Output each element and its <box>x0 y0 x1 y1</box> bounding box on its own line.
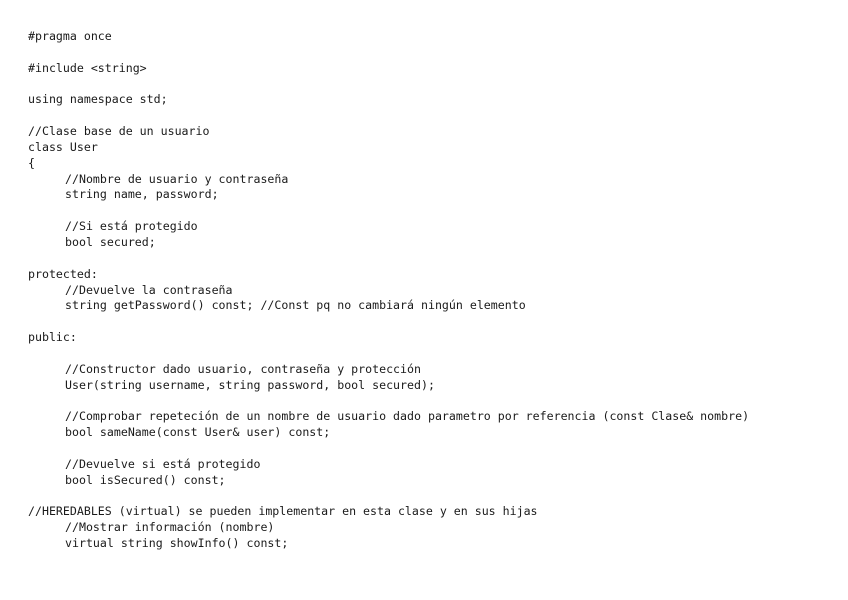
blank-line <box>28 441 838 457</box>
blank-line <box>28 108 838 124</box>
code-line: User(string username, string password, bool secured); <box>65 377 435 392</box>
code-line: class User <box>28 139 98 154</box>
code-line: #pragma once <box>28 29 112 43</box>
code-line: bool secured; <box>65 234 156 249</box>
blank-line <box>28 314 838 330</box>
code-line: virtual string showInfo() const; <box>65 536 289 550</box>
code-line: //Clase base de un usuario <box>28 124 210 139</box>
code-line: //Constructor dado usuario, contraseña y protección <box>65 361 421 376</box>
code-line: string name, password; <box>65 187 219 202</box>
code-line: protected: <box>28 266 98 281</box>
code-line: //Mostrar información (nombre) <box>65 520 275 535</box>
code-line: //Nombre de usuario y contraseña <box>65 171 289 186</box>
code-line: //Comprobar repeteción de un nombre de usuario dado parametro por referencia (const Clase& nombre) <box>65 409 750 424</box>
blank-line <box>28 393 838 409</box>
code-line: //HEREDABLES (virtual) se pueden implementar en esta clase y en sus hijas <box>28 504 538 519</box>
blank-line <box>28 346 838 362</box>
code-line: #include <string> <box>28 60 147 75</box>
blank-line <box>28 488 838 504</box>
code-line: bool isSecured() const; <box>65 472 226 487</box>
blank-line <box>28 77 838 93</box>
code-line: //Devuelve si está protegido <box>65 456 261 471</box>
code-line: bool sameName(const User& user) const; <box>65 425 331 440</box>
blank-line <box>28 251 838 267</box>
blank-line <box>28 45 838 61</box>
blank-line <box>28 203 838 219</box>
code-line: using namespace std; <box>28 92 168 107</box>
code-line: //Si está protegido <box>65 219 198 234</box>
code-line: string getPassword() const; //Const pq no cambiará ningún elemento <box>65 298 526 313</box>
code-line: public: <box>28 330 77 345</box>
code-document <box>28 29 838 552</box>
code-line: { <box>28 155 35 170</box>
code-line: //Devuelve la contraseña <box>65 282 233 297</box>
